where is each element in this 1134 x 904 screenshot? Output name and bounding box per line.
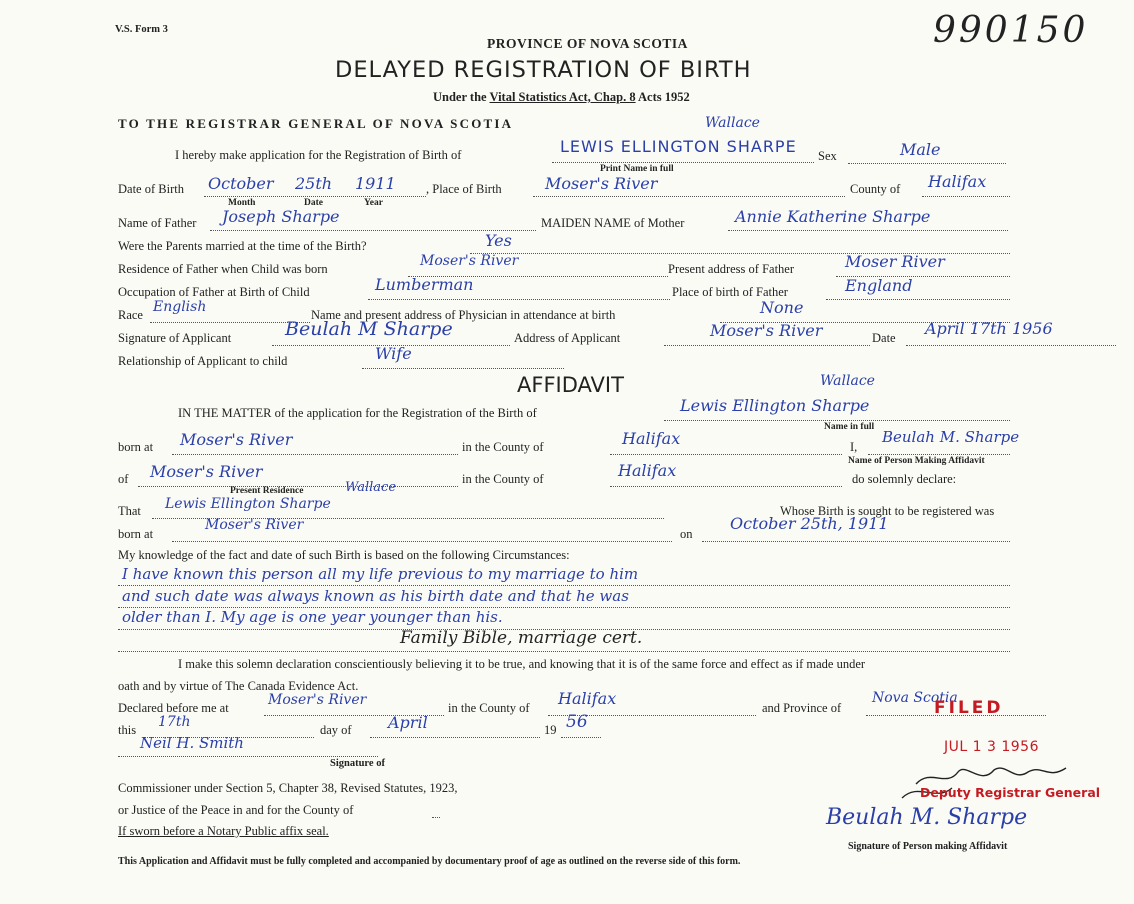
circumstance-line-1 <box>118 585 1010 586</box>
person-making-affidavit-caption: Name of Person Making Affidavit <box>848 456 985 466</box>
on-dotline <box>702 541 1010 542</box>
commissioner-signature-handwritten: Neil H. Smith <box>140 734 244 752</box>
parents-married-handwritten: Yes <box>485 231 512 250</box>
address-applicant-dotline <box>664 345 870 346</box>
county-dotline <box>922 196 1010 197</box>
that-name-handwritten: Lewis Ellington Sharpe <box>165 496 331 512</box>
print-name-caption: Print Name in full <box>600 164 674 174</box>
born-at-handwritten: Moser's River <box>180 430 293 449</box>
place-of-birth-dotline <box>533 196 845 197</box>
race-label: Race <box>118 308 143 322</box>
applicant-signature-handwritten: Beulah M Sharpe <box>285 318 453 340</box>
i-label: I, <box>850 440 858 454</box>
place-birth-father-label: Place of birth of Father <box>672 285 788 299</box>
declared-at-handwritten: Moser's River <box>268 692 367 708</box>
in-the-matter-caps: IN THE MATTER <box>178 406 272 420</box>
present-residence-caption: Present Residence <box>230 486 304 496</box>
name-in-full-caption: Name in full <box>824 422 875 432</box>
relationship-handwritten: Wife <box>375 344 412 363</box>
notary-label: If sworn before a Notary Public affix seal. <box>118 824 329 838</box>
name-dotline <box>552 162 814 163</box>
physician-handwritten: None <box>760 298 804 317</box>
mother-handwritten: Annie Katherine Sharpe <box>735 207 931 226</box>
place-of-birth-label: , Place of Birth <box>426 182 502 196</box>
born-at-dotline <box>172 454 458 455</box>
application-label: I hereby make application for the Registration of Birth of <box>175 148 462 162</box>
this-label: this <box>118 723 137 737</box>
address-applicant-handwritten: Moser's River <box>710 321 823 340</box>
of-county-handwritten: Halifax <box>618 461 677 480</box>
relationship-dotline <box>362 368 564 369</box>
that-added-handwritten: Wallace <box>345 480 397 495</box>
present-address-father-handwritten: Moser River <box>845 252 945 271</box>
on-date-handwritten: October 25th, 1911 <box>730 514 889 533</box>
county-affidavit-dotline <box>610 454 842 455</box>
day-handwritten: 17th <box>158 714 191 730</box>
affidavit-name-added-handwritten: Wallace <box>820 373 875 389</box>
justice-text: or Justice of the Peace in and for the County of <box>118 803 354 817</box>
date-stamp: JUL 1 3 1956 <box>944 739 1039 755</box>
declared-before-label: Declared before me at <box>118 701 229 715</box>
commissioner-text: Commissioner under Section 5, Chapter 38, Revised Statutes, 1923, <box>118 781 458 795</box>
mother-dotline <box>728 230 1008 231</box>
filed-stamp: FILED <box>934 698 1004 718</box>
residence-father-handwritten: Moser's River <box>420 253 519 269</box>
month-handwritten: April <box>388 713 428 732</box>
residence-father-label: Residence of Father when Child was born <box>118 262 328 276</box>
of-county-dotline <box>610 486 842 487</box>
born-at-label: born at <box>118 440 154 454</box>
circumstance-4: Family Bible, marriage cert. <box>400 628 643 648</box>
on-label: on <box>680 527 693 541</box>
whose-birth-label: Whose Birth is sought to be registered was <box>780 504 995 518</box>
year-dotline <box>561 737 601 738</box>
dob-label: Date of Birth <box>118 182 184 196</box>
father-handwritten: Joseph Sharpe <box>222 207 340 226</box>
affidavit-name-handwritten: Lewis Ellington Sharpe <box>680 396 870 415</box>
occupation-father-dotline <box>368 299 670 300</box>
addressee: TO THE REGISTRAR GENERAL OF NOVA SCOTIA <box>118 116 514 131</box>
form-subtitle <box>433 90 690 105</box>
dob-dotline <box>204 196 426 197</box>
circumstance-1: I have known this person all my life previous to my marriage to him <box>122 565 639 583</box>
mother-label: MAIDEN NAME of Mother <box>541 216 685 230</box>
year-caption: Year <box>364 198 383 208</box>
parents-married-label: Were the Parents married at the time of the Birth? <box>118 239 367 253</box>
year-handwritten: 56 <box>566 712 588 732</box>
sex-dotline <box>848 163 1006 164</box>
declared-county-label: in the County of <box>448 701 530 715</box>
in-the-matter-rest: of the application for the Registration of the Birth of <box>274 406 537 420</box>
county-affidavit-handwritten: Halifax <box>622 429 681 448</box>
circumstance-2: and such date was always known as his birth date and that he was <box>122 587 629 605</box>
affidavit-title: AFFIDAVIT <box>517 373 624 397</box>
circumstance-line-4 <box>118 651 1010 652</box>
occupation-father-handwritten: Lumberman <box>375 275 474 294</box>
signature-person-caption: Signature of Person making Affidavit <box>848 841 1008 852</box>
race-handwritten: English <box>153 299 207 315</box>
place-birth-father-handwritten: England <box>845 276 913 295</box>
date-label: Date <box>872 331 896 345</box>
name-added-handwritten: Wallace <box>705 115 760 131</box>
affiant-signature-handwritten: Beulah M. Sharpe <box>826 805 1028 830</box>
occupation-father-label: Occupation of Father at Birth of Child <box>118 285 310 299</box>
father-label: Name of Father <box>118 216 197 230</box>
province-handwritten: Nova Scotia <box>872 690 958 706</box>
knowledge-label: My knowledge of the fact and date of such Birth is based on the following Circumstances: <box>118 548 570 562</box>
subtitle-act: Vital Statistics Act, Chap. 8 <box>489 90 636 104</box>
footer-instructions: This Application and Affidavit must be fully completed and accompanied by documentary proof of age as outlined on the reverse side of this form. <box>118 856 741 867</box>
month-caption: Month <box>228 198 256 208</box>
born-at-2-handwritten: Moser's River <box>205 517 304 533</box>
signature-applicant-label: Signature of Applicant <box>118 331 232 345</box>
signature-of-caption: Signature of <box>330 758 385 769</box>
in-county-label: in the County of <box>462 440 544 454</box>
dob-month-handwritten: October <box>208 174 274 193</box>
solemn-declaration-2: oath and by virtue of The Canada Evidence Act. <box>118 679 359 693</box>
county-handwritten: Halifax <box>928 172 987 191</box>
present-address-father-label: Present address of Father <box>668 262 795 276</box>
of-label: of <box>118 472 129 486</box>
sex-label: Sex <box>818 149 837 163</box>
circumstance-3: older than I. My age is one year younger than his. <box>122 608 503 626</box>
year-prefix-label: 19 <box>544 723 557 737</box>
solemn-declaration-1: I make this solemn declaration conscientiously believing it to be true, and knowing that it is of the same force and effect as if made under <box>178 657 866 671</box>
application-date-handwritten: April 17th 1956 <box>925 319 1053 338</box>
in-county-label-2: in the County of <box>462 472 544 486</box>
notary-text <box>118 824 329 839</box>
subtitle-suffix: Acts 1952 <box>638 90 690 104</box>
of-handwritten: Moser's River <box>150 462 263 481</box>
do-solemnly-label: do solemnly declare: <box>852 472 957 486</box>
date-dotline <box>906 345 1116 346</box>
sex-handwritten: Male <box>900 140 941 159</box>
that-label: That <box>118 504 141 518</box>
date-caption: Date <box>304 198 323 208</box>
subtitle-prefix: Under the <box>433 90 487 104</box>
affiant-name-handwritten: Beulah M. Sharpe <box>882 428 1020 446</box>
declared-county-handwritten: Halifax <box>558 689 617 708</box>
in-the-matter-label <box>178 406 537 421</box>
justice-county-dotline <box>432 817 440 818</box>
physician-label: Name and present address of Physician in attendance at birth <box>311 308 616 322</box>
dob-year-handwritten: 1911 <box>355 174 396 193</box>
province-heading: PROVINCE OF NOVA SCOTIA <box>487 36 688 51</box>
place-birth-father-dotline <box>826 299 1010 300</box>
form-title: DELAYED REGISTRATION OF BIRTH <box>335 57 752 83</box>
form-number: V.S. Form 3 <box>115 24 168 35</box>
deputy-registrar-stamp: Deputy Registrar General <box>920 785 1101 800</box>
dob-day-handwritten: 25th <box>295 174 333 193</box>
relationship-label: Relationship of Applicant to child <box>118 354 288 368</box>
province-of-label: and Province of <box>762 701 842 715</box>
affidavit-name-dotline <box>664 420 1010 421</box>
month-dotline <box>370 737 540 738</box>
file-number: 990150 <box>933 10 1089 51</box>
place-of-birth-handwritten: Moser's River <box>545 174 658 193</box>
born-at-2-dotline <box>172 541 672 542</box>
commissioner-sig-dotline <box>118 756 378 757</box>
child-name-handwritten: LEWIS ELLINGTON SHARPE <box>560 137 797 156</box>
county-label: County of <box>850 182 901 196</box>
address-applicant-label: Address of Applicant <box>514 331 621 345</box>
day-of-label: day of <box>320 723 352 737</box>
affiant-dotline <box>868 454 1010 455</box>
born-at-2-label: born at <box>118 527 154 541</box>
